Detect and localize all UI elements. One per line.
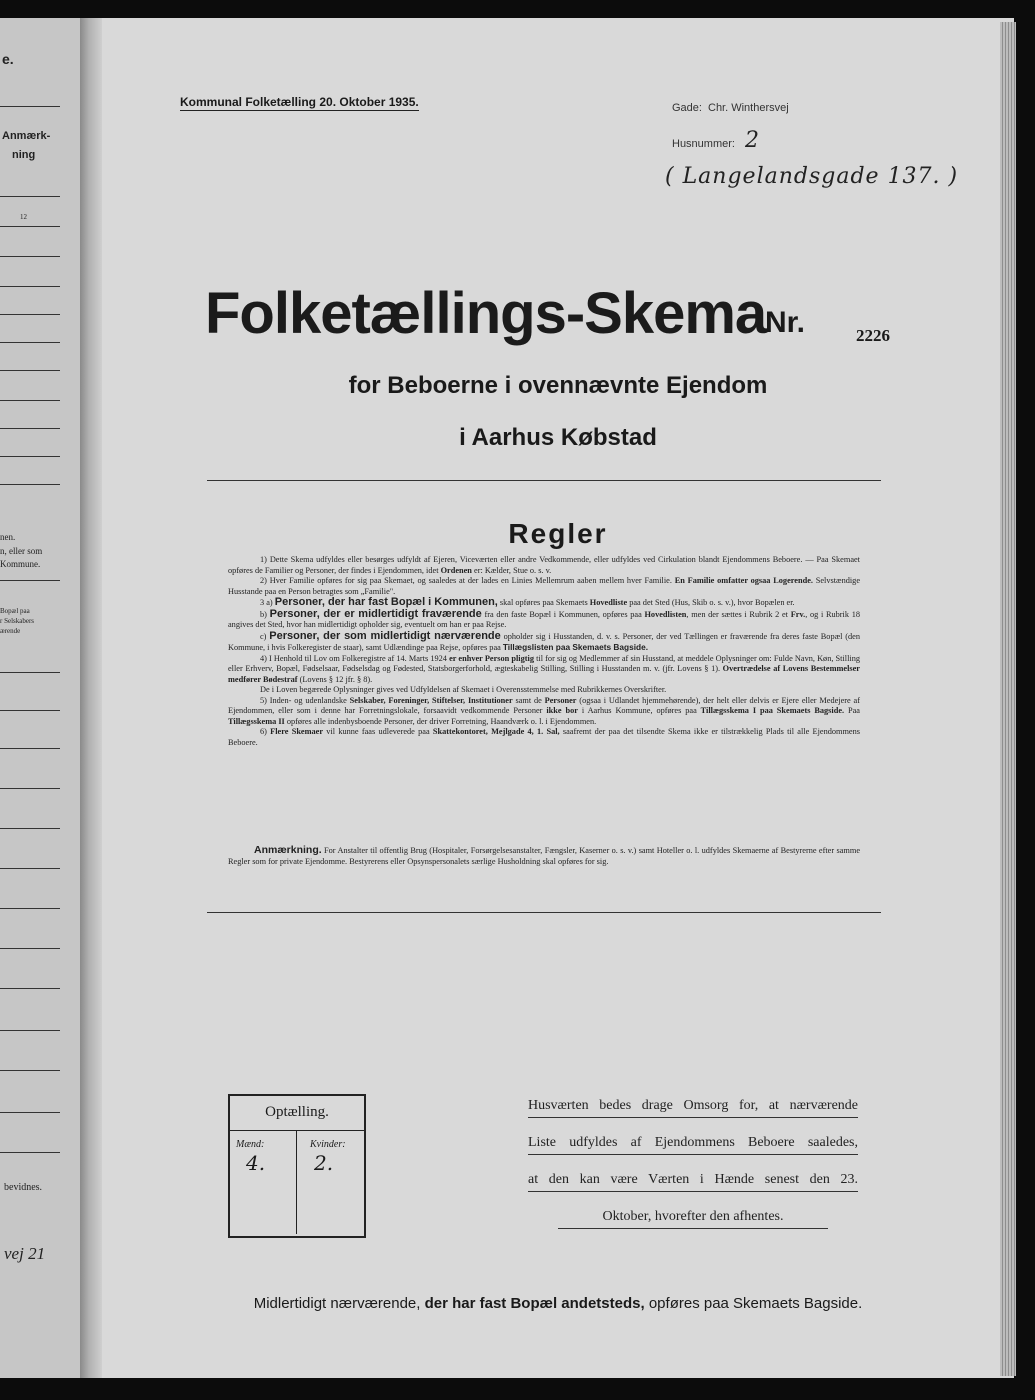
left-page-col-head: ning bbox=[12, 149, 36, 161]
left-page-rule bbox=[0, 286, 60, 287]
left-page-rule bbox=[0, 1112, 60, 1113]
rule-4: 4) I Henhold til Lov om Folkeregistre af 14. Marts 1924 er enhver Person pligtig til for sig og Medlemmer af sin Husstand, at meddele Oplysninger om: Fulde Navn, Køn, Stilling eller Erhverv, Bopæl, Fødselsaar, Fødselsdag og Fødested, Statsborgerforhold, ægteskabelig Stilling, Stilling i Husstanden m. v. (jfr. Lovens § 1). Overtrædelse af Lovens Bestemmelser medfører Bødestraf (Lovens § 12 jfr. § 8). bbox=[228, 653, 860, 684]
rule-4-note: De i Loven begærede Oplysninger gives ved Udfyldelsen af Skemaet i Overensstemmelse med Rubrikkernes Overskrifter. bbox=[260, 685, 667, 694]
form-number-value: 2226 bbox=[856, 326, 890, 345]
form-municipality: i Aarhus Købstad bbox=[459, 424, 657, 451]
left-page-mark: e. bbox=[2, 51, 14, 67]
rule-5: 5) Inden- og udenlandske Selskaber, Foreninger, Stiftelser, Institutioner samt de Personer (ogsaa i Udlandet hjemmehørende), der helt eller delvis er Ejere eller Medejere af Ejendommen, eller som i denne har Forretningslokale, forsaavidt vedkommende Personer ikke bor i Aarhus Kommune, opføres paa Tillægsskema I paa Skemaets Bagside. Paa Tillægsskema II opføres alle indenbysboende Personer, der driver Forretning, Haandværk o. l. i Ejendommen. bbox=[228, 695, 860, 726]
left-page-text: Bopæl paa bbox=[0, 607, 30, 615]
notice-line: Husværten bedes drage Omsorg for, at nærværende bbox=[528, 1098, 858, 1118]
left-page-text: Kommune. bbox=[0, 559, 41, 569]
tally-title: Optælling. bbox=[265, 1104, 329, 1120]
footer-instruction: Midlertidigt nærværende, der har fast Bopæl andetsteds, opføres paa Skemaets Bagside. bbox=[253, 1295, 863, 1312]
notice-line: at den kan være Værten i Hænde senest den 23. bbox=[528, 1172, 858, 1192]
form-subtitle: for Beboerne i ovennævnte Ejendom bbox=[348, 372, 768, 399]
left-page-rule bbox=[0, 710, 60, 711]
left-page-rule bbox=[0, 1070, 60, 1071]
form-number-label: Nr. bbox=[765, 306, 806, 339]
rules-text bbox=[228, 555, 860, 748]
left-page-col-number: 12 bbox=[20, 213, 27, 221]
left-page-rule bbox=[0, 948, 60, 949]
page-edge bbox=[1000, 22, 1016, 1376]
street-label: Gade: bbox=[672, 102, 702, 114]
tally-box bbox=[228, 1094, 366, 1238]
left-page-rule bbox=[0, 370, 60, 371]
left-page-rule bbox=[0, 828, 60, 829]
rule-6: 6) Flere Skemaer vil kunne faas udleverede paa Skattekontoret, Mejlgade 4, 1. Sal, saafremt der paa det tilsendte Skema ikke er tilstrækkelig Plads til alle Ejendommens Beboere. bbox=[228, 727, 860, 747]
left-page-rule bbox=[0, 196, 60, 197]
left-page-rule bbox=[0, 1030, 60, 1031]
left-page-text: bevidnes. bbox=[4, 1182, 43, 1193]
left-page-text: r Selskabers bbox=[0, 617, 35, 625]
house-number-value: 2 bbox=[745, 128, 759, 153]
landlord-notice bbox=[528, 1098, 858, 1246]
notice-line: Liste udfyldes af Ejendommens Beboere saaledes, bbox=[528, 1135, 858, 1155]
tally-divider bbox=[296, 1130, 297, 1234]
left-page-rule bbox=[0, 428, 60, 429]
women-count: 2. bbox=[314, 1151, 334, 1175]
left-page-fragment bbox=[0, 18, 80, 1378]
left-page-handwriting: vej 21 bbox=[4, 1244, 46, 1263]
rule-3c: c) Personer, der som midlertidigt nærværende opholder sig i Husstanden, d. v. s. Personer, der ved Tællingen er fraværende fra deres faste Bopæl (den Kommune, i hvis Folkeregister de staar), samt Udlændinge paa Rejse, opføres paa Tillægslisten paa Skemaets Bagside. bbox=[228, 629, 860, 652]
left-page-text: ærende bbox=[0, 627, 21, 635]
divider bbox=[207, 912, 881, 913]
rule-1: 1) Dette Skema udfyldes eller besørges udfyldt af Ejeren, Viceværten eller andre Vedkommende, eller udfyldes ved Cirkulation blandt Ejendommens Beboere. — Paa Skemaet opføres de Familier og Personer, der findes i Ejendommen, idet Ordenen er: Kælder, Stue o. s. v. bbox=[228, 555, 860, 575]
notice-line: Oktober, hvorefter den afhentes. bbox=[558, 1209, 828, 1229]
form-title: Folketællings-Skema bbox=[205, 281, 767, 346]
left-page-col-head: Anmærk- bbox=[2, 130, 51, 142]
house-number-label: Husnummer: bbox=[672, 138, 735, 150]
left-page-text: nen. bbox=[0, 532, 16, 542]
left-page-rule bbox=[0, 672, 60, 673]
women-label: Kvinder: bbox=[310, 1139, 346, 1150]
handwritten-address-note: ( Langelandsgade 137. ) bbox=[665, 164, 959, 189]
left-page-rule bbox=[0, 1152, 60, 1153]
left-page-rule bbox=[0, 456, 60, 457]
annotation-note: Anmærkning. For Anstalter til offentlig Brug (Hospitaler, Forsørgelsesanstalter, Fængsler, Kaserner o. s. v.) samt Hoteller o. l. udfyldes Skemaerne af Bestyrerne efter samme Regler som for private Ejendomme. Bestyrerens eller Opsynspersonalets særlige Husholdning skal opføres for sig. bbox=[228, 844, 860, 866]
left-page-rule bbox=[0, 788, 60, 789]
tally-divider bbox=[230, 1130, 364, 1131]
men-count: 4. bbox=[246, 1151, 266, 1175]
rule-3a: 3 a) Personer, der har fast Bopæl i Kommunen, skal opføres paa Skemaets Hovedliste paa det Sted (Hus, Skib o. s. v.), hvor Bopælen er. bbox=[260, 596, 795, 608]
street-value: Chr. Winthersvej bbox=[708, 102, 789, 114]
left-page-rule bbox=[0, 868, 60, 869]
left-page-rule bbox=[0, 314, 60, 315]
left-page-rule bbox=[0, 226, 60, 227]
divider bbox=[207, 480, 881, 481]
left-page-rule bbox=[0, 484, 60, 485]
left-page-rule bbox=[0, 580, 60, 581]
left-page-rule bbox=[0, 748, 60, 749]
left-page-rule bbox=[0, 908, 60, 909]
left-page-rule bbox=[0, 400, 60, 401]
book-gutter bbox=[80, 18, 102, 1378]
left-page-text: n, eller som bbox=[0, 546, 43, 556]
left-page-rule bbox=[0, 342, 60, 343]
rule-2: 2) Hver Familie opføres for sig paa Skemaet, og saaledes at der lades en Linies Mellemrum aaben mellem hver Familie. En Familie omfatter ogsaa Logerende. Selvstændige Husstande paa en Person betragtes som „Familie". bbox=[228, 576, 861, 596]
left-page-rule bbox=[0, 106, 60, 107]
rule-3b: b) Personer, der er midlertidigt fraværende fra den faste Bopæl i Kommunen, opføres paa Hovedlisten, men der sættes i Rubrik 2 et Frv., og i Rubrik 18 angives det Sted, hvor han midlertidigt opholder sig, eventuelt om han er paa Rejse. bbox=[228, 607, 860, 629]
men-label: Mænd: bbox=[236, 1139, 265, 1150]
left-page-rule bbox=[0, 988, 60, 989]
rules-heading: Regler bbox=[508, 518, 608, 549]
left-page-rule bbox=[0, 256, 60, 257]
census-date-line: Kommunal Folketælling 20. Oktober 1935. bbox=[180, 95, 419, 109]
